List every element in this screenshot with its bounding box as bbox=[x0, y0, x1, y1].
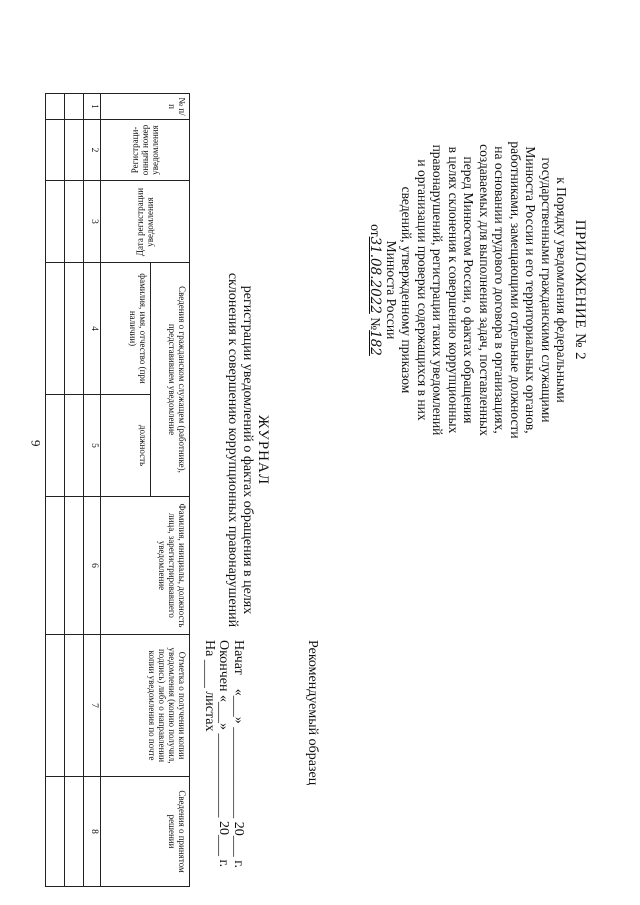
header-line: Минюста России bbox=[384, 240, 399, 340]
header-line: Минюста России и его территориальных органов, bbox=[523, 146, 539, 434]
header-reg-number-text: Регистраци-онный номер уведомления bbox=[130, 124, 160, 176]
column-number: 1 bbox=[84, 94, 101, 120]
header-decision: Сведения о принятом решении bbox=[101, 777, 190, 887]
header-line: работниками, замещающими отдельные должности bbox=[508, 141, 523, 439]
header-reg-date-text: Дата регистрации уведомления bbox=[135, 187, 155, 256]
column-number: 6 bbox=[84, 497, 101, 635]
table-cell bbox=[65, 181, 84, 263]
column-number: 2 bbox=[84, 120, 101, 181]
handwritten-order-date: 31.08.2022 bbox=[367, 236, 384, 314]
header-line: сведений, утвержденному приказом bbox=[399, 186, 415, 394]
journal-title-block bbox=[225, 260, 270, 640]
table-cell bbox=[46, 777, 65, 887]
header-line: правонарушений, регистрации таких уведомлений bbox=[430, 144, 446, 436]
started-line: Начат «___» _____________ 20___ г. bbox=[231, 640, 246, 868]
registration-table bbox=[45, 93, 190, 887]
table-cell bbox=[65, 777, 84, 887]
column-number: 3 bbox=[84, 181, 101, 263]
column-number: 4 bbox=[84, 263, 101, 395]
table-cell bbox=[65, 120, 84, 181]
table-cell bbox=[46, 635, 65, 777]
table-cell bbox=[46, 181, 65, 263]
table-cell bbox=[46, 120, 65, 181]
journal-period bbox=[202, 640, 246, 868]
order-number-prefix: № bbox=[368, 317, 384, 331]
appendix-header bbox=[367, 80, 587, 500]
recommended-sample-label: Рекомендуемый образец bbox=[305, 640, 320, 786]
table-cell bbox=[46, 395, 65, 497]
header-position: должность bbox=[101, 395, 151, 497]
header-no: № п/п bbox=[101, 94, 190, 120]
header-line: к Порядку уведомления федеральными bbox=[554, 177, 570, 403]
order-line bbox=[367, 80, 384, 500]
table-cell bbox=[65, 94, 84, 120]
header-registrar: Фамилия, инициалы, должность лица, зарегистрировавшего уведомление bbox=[101, 497, 190, 635]
sheets-line: На ____ листах bbox=[202, 640, 217, 732]
header-row bbox=[151, 94, 190, 887]
column-number: 5 bbox=[84, 395, 101, 497]
table-row bbox=[46, 94, 65, 887]
header-reg-number bbox=[101, 120, 190, 181]
column-number-row bbox=[84, 94, 101, 887]
table-cell bbox=[65, 497, 84, 635]
page-number: 6 bbox=[28, 440, 43, 447]
header-line: перед Минюстом России, о фактах обращения bbox=[461, 156, 477, 424]
header-line: создаваемых для выполнения задач, поставленных bbox=[477, 144, 492, 436]
handwritten-order-number: 182 bbox=[367, 330, 384, 356]
appendix-title: ПРИЛОЖЕНИЕ № 2 bbox=[572, 219, 588, 361]
column-number: 8 bbox=[84, 777, 101, 887]
header-line: государственными гражданскими служащими bbox=[539, 157, 554, 423]
header-copy-mark: Отметка о получении копии уведомления (копию получил, подпись) либо о направлении копии уведомления по почте bbox=[101, 635, 190, 777]
header-employee-group: Сведения о гражданском служащем (работнике), представившем уведомление bbox=[151, 263, 190, 497]
table-cell bbox=[65, 263, 84, 395]
table-row bbox=[65, 94, 84, 887]
journal-subtitle-1: регистрации уведомлений о фактах обращения в целях bbox=[240, 285, 255, 615]
table-cell bbox=[46, 497, 65, 635]
table-cell bbox=[65, 395, 84, 497]
header-line: в целях склонения к совершению коррупционных bbox=[446, 146, 461, 434]
order-prefix: от bbox=[368, 224, 384, 237]
journal-subtitle-2: склонения к совершению коррупционных правонарушений bbox=[225, 272, 240, 628]
header-line: на основании трудового договора в организациях, bbox=[492, 146, 508, 434]
table-cell bbox=[46, 263, 65, 395]
header-full-name: фамилия, имя, отчество (при наличии) bbox=[101, 263, 151, 395]
table-cell bbox=[46, 94, 65, 120]
header-reg-date bbox=[101, 181, 190, 263]
column-number: 7 bbox=[84, 635, 101, 777]
journal-title: ЖУРНАЛ bbox=[255, 414, 271, 486]
header-line: и организации проверки содержащихся в них bbox=[415, 159, 430, 421]
ended-line: Окончен «___» ____________ 20___ г. bbox=[216, 640, 232, 868]
table-cell bbox=[65, 635, 84, 777]
